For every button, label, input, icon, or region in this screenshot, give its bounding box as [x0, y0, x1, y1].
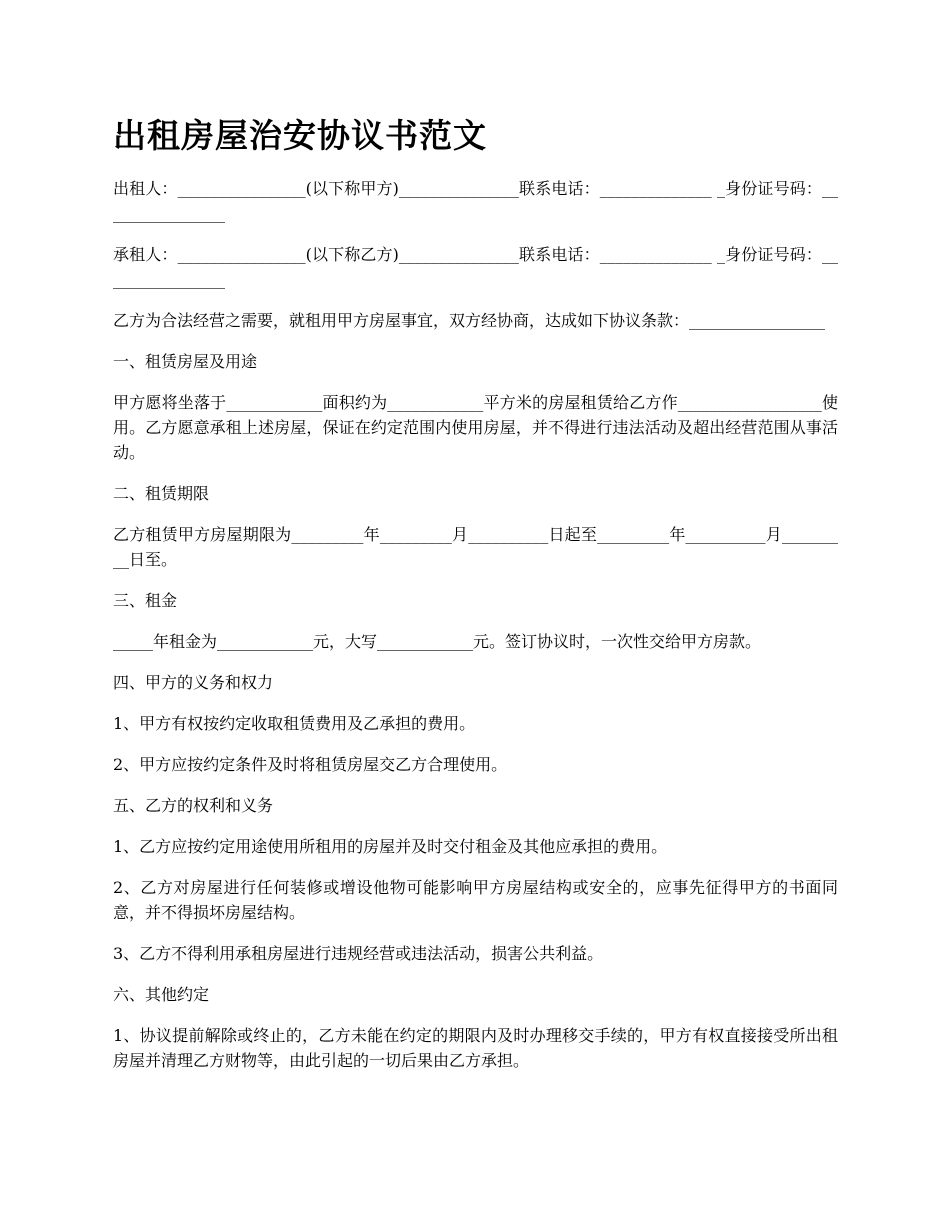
document-title: 出租房屋治安协议书范文: [113, 116, 487, 155]
section-heading-1: 一、租赁房屋及用途: [113, 352, 258, 371]
lessor-info: 出租人：________________(以下称甲方)_______________联系电话：______________ _身份证号码：________________: [113, 179, 838, 223]
section-3-body: _____年租金为____________元，大写____________元。签订协议时，一次性交给甲方房款。: [113, 632, 762, 651]
section-6-item-1: 1、协议提前解除或终止的，乙方未能在约定的期限内及时办理移交手续的，甲方有权直接接受所出租房屋并清理乙方财物等，由此引起的一切后果由乙方承担。: [113, 1026, 838, 1070]
section-heading-6: 六、其他约定: [113, 985, 210, 1004]
section-1-body: 甲方愿将坐落于____________面积约为____________平方米的房屋租赁给乙方作__________________使用。乙方愿意承租上述房屋，保证在约定范围内使用房屋，并不得进行违法活动及超出经营范围从事活动。: [113, 393, 838, 462]
section-heading-3: 三、租金: [113, 591, 178, 610]
preamble: 乙方为合法经营之需要，就租用甲方房屋事宜，双方经协商，达成如下协议条款：_________________: [113, 311, 826, 330]
section-2-body: 乙方租赁甲方房屋期限为_________年_________月__________日起至_________年__________月_________日至。: [113, 525, 838, 569]
section-4-item-2: 2、甲方应按约定条件及时将租赁房屋交乙方合理使用。: [113, 755, 508, 774]
section-5-item-1: 1、乙方应按约定用途使用所租用的房屋并及时交付租金及其他应承担的费用。: [113, 837, 668, 856]
section-heading-4: 四、甲方的义务和权力: [113, 673, 274, 692]
section-5-item-2: 2、乙方对房屋进行任何装修或增设他物可能影响甲方房屋结构或安全的，应事先征得甲方的书面同意，并不得损坏房屋结构。: [113, 878, 838, 922]
lessee-info: 承租人：________________(以下称乙方)_______________联系电话：______________ _身份证号码：________________: [113, 245, 838, 289]
section-5-item-3: 3、乙方不得利用承租房屋进行违规经营或违法活动，损害公共利益。: [113, 944, 604, 963]
section-heading-5: 五、乙方的权利和义务: [113, 796, 274, 815]
section-heading-2: 二、租赁期限: [113, 484, 210, 503]
section-4-item-1: 1、甲方有权按约定收取租赁费用及乙承担的费用。: [113, 714, 476, 733]
